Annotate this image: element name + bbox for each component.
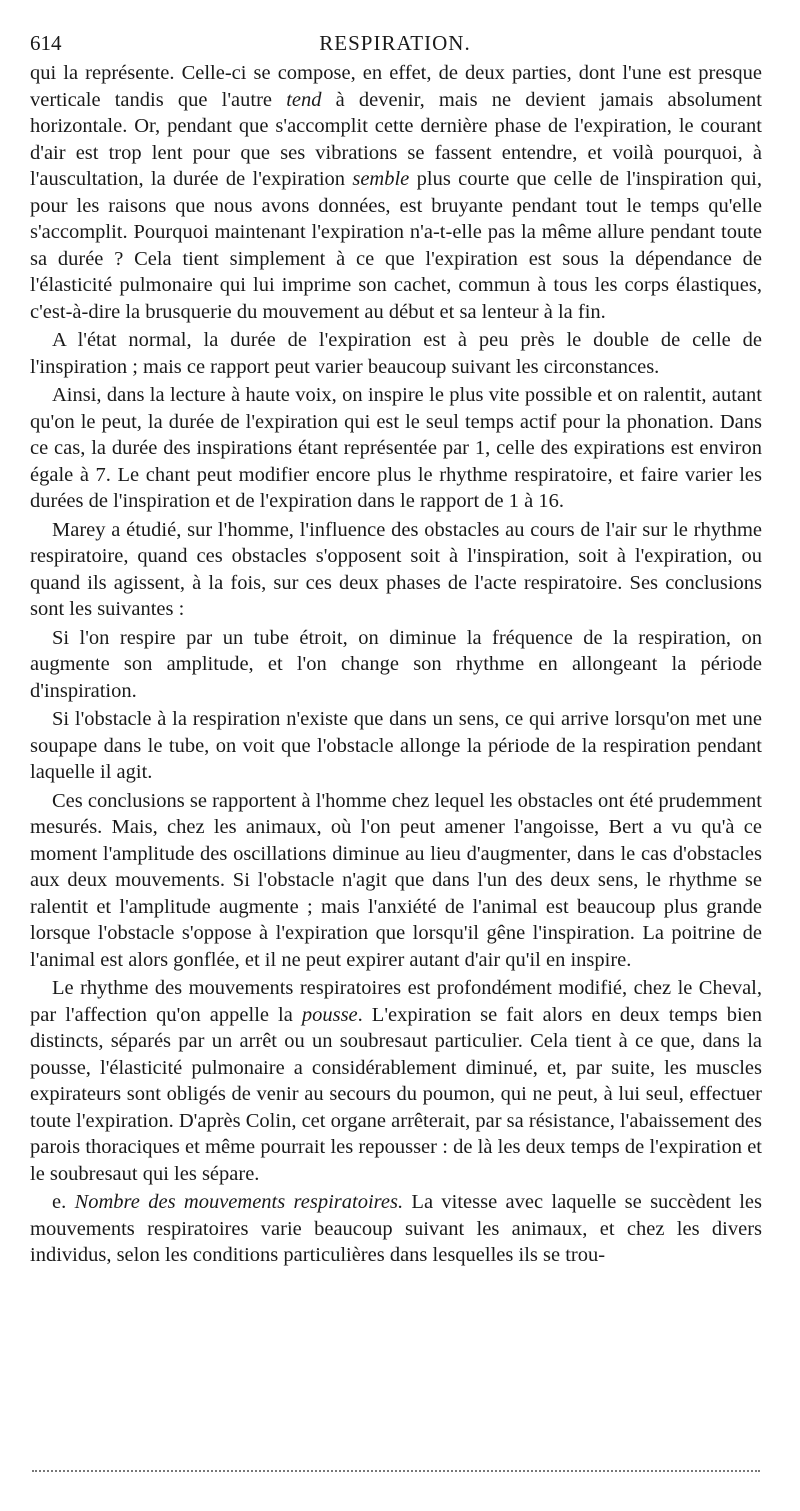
text-segment: plus courte que celle de l'inspiration qui, pour les raisons que nous avons données, est bruyante pendant tout le temps qu'elle s'accomplit. Pourquoi maintenant l'expiration n'a-t-elle pas la même allure pendant toute sa durée ? Cela tient simplement à ce que l'expiration est sous la dépendance de l'élasticité pulmonaire qui lui imprime son cachet, commun à tous les corps élastiques, c'est-à-dire la brusquerie du mouvement au début et sa lenteur à la fin. [30, 168, 762, 323]
paragraph [30, 1189, 762, 1269]
body-text [30, 60, 762, 1269]
text-segment: Si l'on respire par un tube étroit, on diminue la fréquence de la respiration, on augmente son amplitude, et l'on change son rhythme en allongeant la période d'inspiration. [30, 626, 762, 702]
paragraph [30, 327, 762, 380]
text-segment: Si l'obstacle à la respiration n'existe que dans un sens, ce qui arrive lorsqu'on met une soupape dans le tube, on voit que l'obstacle allonge la période de la respiration pendant laquelle il agit. [30, 708, 762, 783]
paragraph [30, 517, 762, 623]
text-segment: Marey a étudié, sur l'homme, l'influence des obstacles au cours de l'air sur le rhythme respiratoire, quand ces obstacles s'opposent soit à l'inspiration, soit à l'expiration, ou quand ils agissent, à la fois, sur ces deux phases de l'acte respiratoire. Ses conclusions sont les suivantes : [30, 518, 762, 620]
text-segment: A l'état normal, la durée de l'expiration est à peu près le double de celle de l'inspiration ; mais ce rapport peut varier beaucoup suivant les circonstances. [30, 329, 762, 378]
text-segment: Ces conclusions se rapportent à l'homme chez lequel les obstacles ont été prudemment mesurés. Mais, chez les animaux, où l'on peut amener l'angoisse, Bert a vu qu'à ce moment l'amplitude des oscillations diminue au lieu d'augmenter, dans le cas d'obstacles aux deux mouvements. Si l'obstacle n'agit que dans l'un des deux sens, le rhythme se ralentit et l'amplitude augmente ; mais l'anxiété de l'animal est beaucoup plus grande lorsque l'obstacle s'oppose à l'expiration que lorsqu'il gêne l'inspiration. La poitrine de l'animal est alors gonflée, et il ne peut expirer autant d'air qu'il en inspire. [30, 789, 762, 971]
page-header [30, 30, 760, 56]
italic-text: tend [286, 88, 322, 111]
italic-text: pousse [301, 1003, 358, 1026]
text-segment: à devenir, mais ne devient jamais absolument horizontale. Or, pendant que s'accomplit cette dernière phase de l'expiration, le courant d'air est trop lent pour que ses vibrations se fassent entendre, et voilà pourquoi, à l'auscultation, la durée de l'expiration [30, 88, 762, 190]
page-number: 614 [30, 31, 62, 55]
text-segment: qui la représente. Celle-ci se compose, en effet, de deux parties, dont l'une est presque verticale tandis que l'autre [30, 62, 762, 111]
italic-text: Nombre des mouvements respiratoires. [74, 1191, 404, 1213]
paragraph [30, 706, 762, 786]
paragraph [30, 788, 762, 974]
text-segment: Le rhythme des mouvements respiratoires est profondément modifié, chez le Cheval, par l'affection qu'on appelle la [30, 977, 762, 1026]
text-segment: e. [52, 1191, 75, 1213]
text-segment: La vitesse avec laquelle se succèdent les mouvements respiratoires varie beaucoup suivant les animaux, et chez les divers individus, selon les conditions particulières dans lesquelles ils se trou- [30, 1191, 763, 1266]
text-segment: Ainsi, dans la lecture à haute voix, on inspire le plus vite possible et on ralentit, autant qu'on le peut, la durée de l'expiration qui est le seul temps actif pour la phonation. Dans ce cas, la durée des inspirations étant représentée par 1, celle des expirations est environ égale à 7. Le chant peut modifier encore plus le rhythme respiratoire, et faire varier les durées de l'inspiration et de l'expiration dans le rapport de 1 à 16. [30, 384, 762, 512]
paragraph [30, 975, 762, 1187]
running-title: RESPIRATION. [319, 31, 471, 55]
italic-text: semble [352, 168, 410, 190]
paragraph [30, 382, 762, 515]
bottom-rule [32, 1470, 760, 1472]
paragraph [30, 60, 762, 325]
paragraph [30, 625, 762, 705]
text-segment: . L'expiration se fait alors en deux temps bien distincts, séparés par un arrêt ou un soubresaut particulier. Cela tient à ce que, dans la pousse, l'élasticité pulmonaire a considérablement diminué, et, par suite, les muscles expirateurs sont obligés de venir au secours du poumon, qui ne peut, à lui seul, effectuer toute l'expiration. D'après Colin, cet organe arrêterait, par sa résistance, l'abaissement des parois thoraciques et même pourrait les repousser : de là les deux temps de l'expiration et le soubresaut qui les sépare. [30, 1003, 763, 1185]
